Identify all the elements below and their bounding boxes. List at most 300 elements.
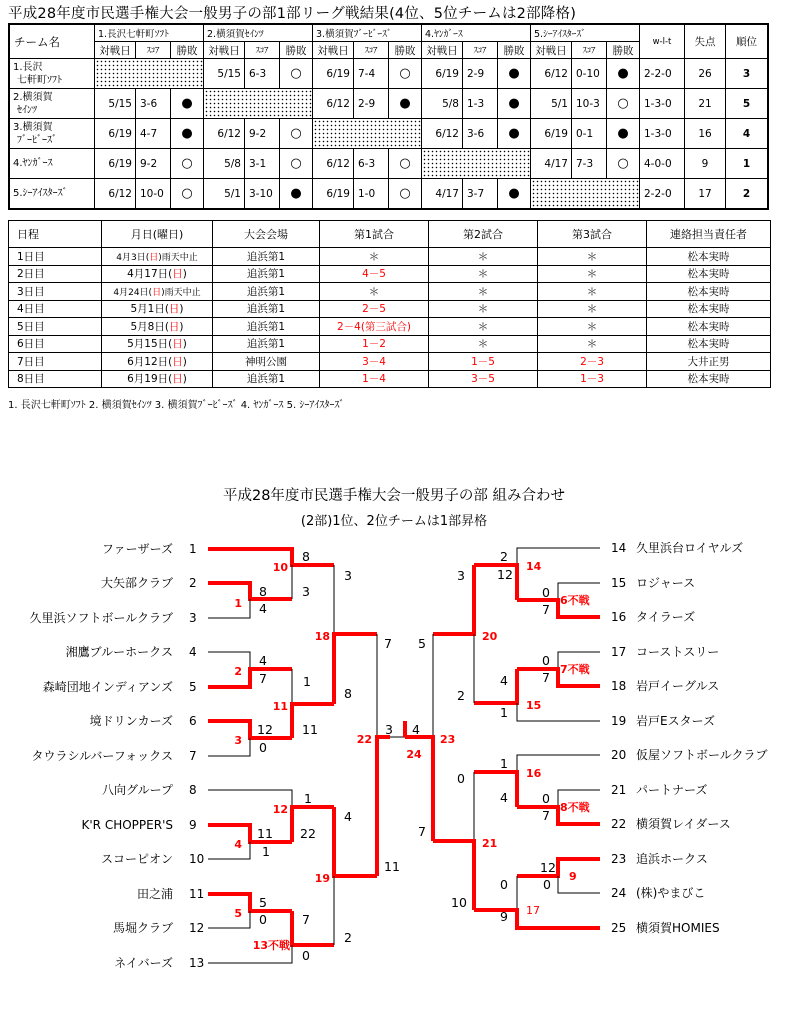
team-name: スコーピオン	[100, 852, 173, 866]
match-date: 6/19	[313, 179, 354, 210]
match-score: 0	[543, 877, 551, 892]
result-subheader: 勝敗	[607, 42, 640, 59]
wlt-record: 1-3-0	[640, 119, 685, 149]
schedule-game-g2: ＊	[429, 283, 538, 301]
match-result: ○	[389, 179, 422, 210]
self-match-cell	[531, 179, 640, 210]
date-prefix: 4月17日(	[127, 268, 173, 281]
match-score: 1	[303, 674, 311, 689]
match-score: 3-7	[463, 179, 498, 210]
bracket-line	[474, 669, 517, 703]
score-subheader: ｽｺｱ	[354, 42, 389, 59]
runs-allowed: 9	[685, 149, 726, 179]
team-name: パートナーズ	[636, 783, 708, 797]
schedule-row	[9, 248, 771, 266]
match-result: ●	[280, 179, 313, 210]
match-number: 15	[526, 699, 542, 712]
team-name: 岩戸イーグルス	[636, 679, 720, 693]
team-name: 久里浜ソフトボールクラブ	[29, 611, 173, 625]
schedule-game-g1: 3－4	[320, 353, 429, 371]
schedule-game-g2: ＊	[429, 335, 538, 353]
team-name: コーストスリー	[636, 645, 720, 659]
team-seed: 6	[189, 714, 197, 728]
team-column-header: チーム名	[9, 24, 95, 59]
team-name-line1: 1.長沢	[13, 61, 43, 73]
match-number: 24	[406, 748, 422, 761]
match-score: 1	[262, 844, 270, 859]
match-score: 12	[540, 860, 556, 875]
match-result: ○	[171, 149, 204, 179]
date-suffix: )雨天中止	[161, 287, 201, 298]
team-name: 森崎団地インディアンズ	[42, 680, 173, 694]
team-name-line1: 4.ﾔﾝｶﾞｰｽ	[13, 158, 53, 169]
match-score: 6-3	[245, 59, 280, 89]
match-score: 0	[457, 771, 465, 786]
match-date: 6/12	[422, 119, 463, 149]
match-number: 7不戦	[560, 663, 590, 676]
match-score: 9	[500, 909, 508, 924]
schedule-day: 1日目	[9, 248, 102, 266]
bracket-line	[474, 772, 517, 807]
match-score: 10	[451, 895, 467, 910]
league-results-table	[8, 23, 769, 210]
match-score: 7	[302, 912, 310, 927]
match-number: 5	[234, 907, 242, 920]
schedule-row	[9, 370, 771, 388]
team-seed: 8	[189, 783, 197, 797]
match-score: 0	[259, 912, 267, 927]
match-result: ○	[389, 149, 422, 179]
match-score: 4	[259, 653, 267, 668]
team-name-line2: ﾌﾞｰﾋﾞｰｽﾞ	[17, 134, 57, 146]
team-seed: 20	[611, 748, 627, 762]
match-number: 21	[482, 837, 498, 850]
match-date: 6/12	[95, 179, 136, 210]
team-name: 八向グループ	[101, 783, 173, 797]
date-suffix: )	[182, 268, 187, 281]
schedule-game-g1: ＊	[320, 248, 429, 266]
match-number: 16	[526, 767, 542, 780]
match-score: 0-10	[572, 59, 607, 89]
date-subheader: 対戦日	[531, 42, 572, 59]
match-score: 7-3	[572, 149, 607, 179]
opponent-header: 5.ｼｰｱｲｽﾀｰｽﾞ	[531, 24, 640, 42]
match-score: 3	[457, 568, 465, 583]
match-score: 7	[542, 602, 550, 617]
rank: 3	[726, 59, 769, 89]
runs-allowed: 17	[685, 179, 726, 210]
team-name: 岩戸Eスターズ	[636, 714, 715, 728]
match-result: ●	[389, 89, 422, 119]
match-date: 5/15	[95, 89, 136, 119]
match-result: ●	[498, 59, 531, 89]
schedule-venue: 追浜第1	[213, 265, 320, 283]
schedule-date	[102, 335, 213, 353]
match-score: 0	[542, 585, 550, 600]
bracket-line	[208, 599, 250, 618]
schedule-contact: 松本実時	[647, 370, 771, 388]
result-subheader: 勝敗	[171, 42, 204, 59]
schedule-header: 連絡担当責任者	[647, 221, 771, 248]
schedule-contact: 大井正男	[647, 353, 771, 371]
match-number: 9	[569, 870, 577, 883]
team-seed: 12	[189, 921, 205, 935]
score-subheader: ｽｺｱ	[463, 42, 498, 59]
schedule-venue: 神明公園	[213, 353, 320, 371]
match-score: 10-3	[572, 89, 607, 119]
match-score: 7	[259, 671, 267, 686]
team-name: タウラシルバーフォックス	[31, 749, 173, 763]
schedule-day: 6日目	[9, 335, 102, 353]
bracket-line	[208, 842, 250, 859]
schedule-game-g2: ＊	[429, 300, 538, 318]
schedule-date	[102, 248, 213, 266]
match-number: 12	[272, 803, 288, 816]
match-score: 12	[257, 722, 273, 737]
schedule-contact: 松本実時	[647, 300, 771, 318]
score-subheader: ｽｺｱ	[245, 42, 280, 59]
team-seed: 2	[189, 576, 197, 590]
self-match-cell	[204, 89, 313, 119]
match-result: ○	[280, 59, 313, 89]
date-prefix: 6月19日(	[127, 373, 173, 386]
match-date: 6/12	[313, 149, 354, 179]
team-name-line1: 5.ｼｰｱｲｽﾀｰｽﾞ	[13, 188, 68, 199]
schedule-game-g3: ＊	[538, 283, 647, 301]
runs-allowed: 16	[685, 119, 726, 149]
match-score: 11	[302, 722, 318, 737]
match-score: 4-7	[136, 119, 171, 149]
schedule-contact: 松本実時	[647, 318, 771, 336]
match-score: 11	[384, 859, 400, 874]
schedule-venue: 追浜第1	[213, 318, 320, 336]
match-score: 0	[302, 948, 310, 963]
score-subheader: ｽｺｱ	[136, 42, 171, 59]
match-number: 8不戦	[560, 801, 590, 814]
schedule-date	[102, 300, 213, 318]
wlt-record: 2-2-0	[640, 179, 685, 210]
date-suffix: )	[182, 338, 187, 351]
team-name-line2: 七軒町ｿﾌﾄ	[17, 74, 62, 86]
match-result: ○	[280, 149, 313, 179]
date-prefix: 4月3日(	[116, 252, 150, 263]
team-name	[9, 89, 95, 119]
team-name-line1: 2.横須賀	[13, 91, 53, 103]
match-score: 7	[542, 670, 550, 685]
team-name: K'R CHOPPER'S	[81, 818, 173, 832]
rank: 1	[726, 149, 769, 179]
league-row	[9, 149, 768, 179]
bracket-line	[208, 911, 250, 928]
match-number: 6不戦	[560, 594, 590, 607]
match-score: 7	[418, 824, 426, 839]
team-seed: 7	[189, 749, 197, 763]
team-name: 田之浦	[136, 887, 173, 901]
schedule-venue: 追浜第1	[213, 248, 320, 266]
schedule-header-row	[9, 221, 771, 248]
team-name: 馬堀クラブ	[112, 921, 173, 935]
schedule-contact: 松本実時	[647, 265, 771, 283]
date-suffix: )	[182, 355, 187, 368]
match-date: 5/1	[204, 179, 245, 210]
schedule-game-g3: ＊	[538, 265, 647, 283]
schedule-game-g2: ＊	[429, 248, 538, 266]
schedule-venue: 追浜第1	[213, 335, 320, 353]
schedule-header: 日程	[9, 221, 102, 248]
schedule-day: 8日目	[9, 370, 102, 388]
team-seed: 10	[189, 852, 205, 866]
wlt-record: 4-0-0	[640, 149, 685, 179]
match-result: ●	[498, 89, 531, 119]
schedule-header: 月日(曜日)	[102, 221, 213, 248]
date-suffix: )	[182, 373, 187, 386]
bracket-line	[558, 876, 600, 893]
league-header-row	[9, 24, 768, 42]
match-date: 6/12	[204, 119, 245, 149]
day-of-week: 日	[168, 320, 180, 333]
match-date: 4/17	[531, 149, 572, 179]
schedule-header: 第1試合	[320, 221, 429, 248]
match-result: ●	[607, 119, 640, 149]
result-subheader: 勝敗	[498, 42, 531, 59]
league-row	[9, 119, 768, 149]
match-result: ○	[389, 59, 422, 89]
league-title: 平成28年度市民選手権大会一般男子の部1部リーグ戦結果(4位、5位チームは2部降格)	[8, 6, 577, 22]
match-score: 4	[259, 601, 267, 616]
runs-allowed-header: 失点	[685, 24, 726, 59]
match-result: ●	[171, 119, 204, 149]
wlt-record: 2-2-0	[640, 59, 685, 89]
match-number: 13不戦	[252, 939, 290, 952]
day-of-week: 日	[172, 355, 183, 368]
date-prefix: 6月12日(	[127, 355, 173, 368]
schedule-row	[9, 318, 771, 336]
match-number: 22	[356, 733, 372, 746]
match-result: ○	[171, 179, 204, 210]
runs-allowed: 21	[685, 89, 726, 119]
match-date: 6/12	[531, 59, 572, 89]
match-score: 3-10	[245, 179, 280, 210]
match-score: 22	[300, 826, 316, 841]
team-name: 横須賀レイダース	[636, 817, 731, 831]
result-subheader: 勝敗	[389, 42, 422, 59]
schedule-date	[102, 283, 213, 301]
match-number: 23	[440, 733, 456, 746]
match-number: 11	[272, 700, 288, 713]
opponent-header: 2.横須賀ｾｲﾝﾂ	[204, 24, 313, 42]
day-of-week: 日	[168, 303, 180, 316]
day-of-week: 日	[152, 287, 162, 298]
bracket-line	[208, 825, 292, 842]
schedule-game-g2: 1－5	[429, 353, 538, 371]
match-score: 0-1	[572, 119, 607, 149]
team-seed: 3	[189, 611, 197, 625]
schedule-day: 2日目	[9, 265, 102, 283]
date-prefix: 5月8日(	[130, 320, 169, 333]
team-seed: 24	[611, 886, 627, 900]
schedule-game-g1: 2－5	[320, 300, 429, 318]
match-score: 2	[344, 930, 352, 945]
match-date: 4/17	[422, 179, 463, 210]
schedule-date	[102, 318, 213, 336]
match-score: 5	[259, 895, 267, 910]
day-of-week: 日	[172, 373, 183, 386]
match-score: 1-3	[463, 89, 498, 119]
league-row	[9, 89, 768, 119]
result-subheader: 勝敗	[280, 42, 313, 59]
team-name: 境ドリンカーズ	[89, 714, 173, 728]
team-seed: 23	[611, 852, 627, 866]
schedule-row	[9, 265, 771, 283]
match-number: 2	[234, 665, 242, 678]
schedule-game-g2: ＊	[429, 318, 538, 336]
schedule-game-g3: ＊	[538, 335, 647, 353]
team-name-line2: ｾｲﾝﾂ	[17, 104, 37, 116]
team-name: ファーザーズ	[101, 542, 173, 556]
bracket-line	[517, 859, 600, 876]
bracket-line	[208, 583, 292, 599]
schedule-header: 第2試合	[429, 221, 538, 248]
match-date: 6/19	[531, 119, 572, 149]
self-match-cell	[313, 119, 422, 149]
schedule-game-g1: 1－4	[320, 370, 429, 388]
match-date: 6/19	[95, 149, 136, 179]
match-score: 3	[344, 568, 352, 583]
schedule-venue: 追浜第1	[213, 283, 320, 301]
schedule-contact: 松本実時	[647, 248, 771, 266]
team-name: (株)やまびこ	[636, 886, 706, 900]
team-seed: 5	[189, 680, 197, 694]
match-score: 4	[500, 790, 508, 805]
match-result: ●	[171, 89, 204, 119]
schedule-contact: 松本実時	[647, 335, 771, 353]
match-result: ○	[607, 89, 640, 119]
match-score: 12	[497, 567, 513, 582]
date-suffix: )雨天中止	[158, 252, 198, 263]
schedule-date	[102, 353, 213, 371]
schedule-game-g1: 4－5	[320, 265, 429, 283]
match-number: 17	[526, 904, 540, 917]
bracket-line	[334, 807, 377, 876]
runs-allowed: 26	[685, 59, 726, 89]
match-score: 2-9	[354, 89, 389, 119]
team-name: 湘鷹ブルーホークス	[65, 645, 173, 659]
match-score: 3-1	[245, 149, 280, 179]
match-score: 7	[384, 636, 392, 651]
match-score: 10-0	[136, 179, 171, 210]
team-seed: 1	[189, 542, 197, 556]
league-row	[9, 59, 768, 89]
team-seed: 25	[611, 921, 627, 935]
team-seed: 17	[611, 645, 627, 659]
match-number: 14	[526, 560, 542, 573]
schedule-header: 第3試合	[538, 221, 647, 248]
match-result: ●	[498, 119, 531, 149]
bracket-subtitle: (2部)1位、2位チームは1部昇格	[300, 514, 488, 529]
match-score: 2-9	[463, 59, 498, 89]
schedule-row	[9, 300, 771, 318]
date-subheader: 対戦日	[313, 42, 354, 59]
bracket-line	[208, 549, 334, 565]
bracket-line	[208, 652, 250, 669]
team-name: ネイバーズ	[114, 956, 173, 970]
date-suffix: )	[179, 303, 184, 316]
team-seed: 15	[611, 576, 627, 590]
match-score: 8	[259, 584, 267, 599]
match-date: 5/1	[531, 89, 572, 119]
match-score: 11	[257, 826, 273, 841]
rank: 4	[726, 119, 769, 149]
schedule-game-g3: 1－3	[538, 370, 647, 388]
match-score: 3	[385, 722, 393, 737]
bracket-line	[433, 565, 474, 634]
schedule-game-g1: ＊	[320, 283, 429, 301]
match-result: ○	[607, 149, 640, 179]
bracket-line	[334, 634, 377, 704]
match-number: 1	[234, 597, 242, 610]
bracket-line	[208, 721, 292, 738]
schedule-date	[102, 370, 213, 388]
match-score: 1	[500, 705, 508, 720]
team-seed: 21	[611, 783, 627, 797]
match-result: ○	[280, 119, 313, 149]
team-name-line1: 3.横須賀	[13, 121, 53, 133]
schedule-game-g2: ＊	[429, 265, 538, 283]
team-seed: 18	[611, 679, 627, 693]
match-number: 20	[482, 630, 498, 643]
opponent-header: 4.ﾔﾝｶﾞｰｽ	[422, 24, 531, 42]
league-row	[9, 179, 768, 210]
schedule-game-g3: ＊	[538, 300, 647, 318]
tournament-bracket	[0, 530, 788, 1009]
self-match-cell	[95, 59, 204, 89]
schedule-venue: 追浜第1	[213, 370, 320, 388]
match-result: ●	[498, 179, 531, 210]
team-seed: 11	[189, 887, 205, 901]
bracket-line	[208, 669, 292, 687]
team-name	[9, 149, 95, 179]
team-seed: 13	[189, 956, 205, 970]
schedule-header: 大会会場	[213, 221, 320, 248]
team-name: ロジャース	[636, 576, 696, 590]
match-number: 10	[272, 561, 288, 574]
schedule-date	[102, 265, 213, 283]
date-prefix: 4月24日(	[113, 287, 153, 298]
match-score: 2	[500, 549, 508, 564]
match-score: 8	[302, 549, 310, 564]
schedule-day: 4日目	[9, 300, 102, 318]
schedule-game-g3: 2－3	[538, 353, 647, 371]
match-score: 3-6	[136, 89, 171, 119]
match-score: 0	[542, 653, 550, 668]
wlt-record: 1-3-0	[640, 89, 685, 119]
schedule-table	[8, 220, 771, 388]
opponent-header: 3.横須賀ﾌﾞｰﾋﾞｰｽﾞ	[313, 24, 422, 42]
match-score: 0	[259, 740, 267, 755]
team-name: 横須賀HOMIES	[636, 921, 720, 935]
schedule-row	[9, 353, 771, 371]
match-score: 4	[500, 673, 508, 688]
match-number: 18	[314, 630, 330, 643]
date-subheader: 対戦日	[422, 42, 463, 59]
match-score: 0	[542, 791, 550, 806]
rank: 5	[726, 89, 769, 119]
bracket-line	[377, 737, 390, 876]
match-score: 1	[500, 756, 508, 771]
match-date: 6/19	[95, 119, 136, 149]
team-seed: 22	[611, 817, 627, 831]
schedule-game-g3: ＊	[538, 318, 647, 336]
